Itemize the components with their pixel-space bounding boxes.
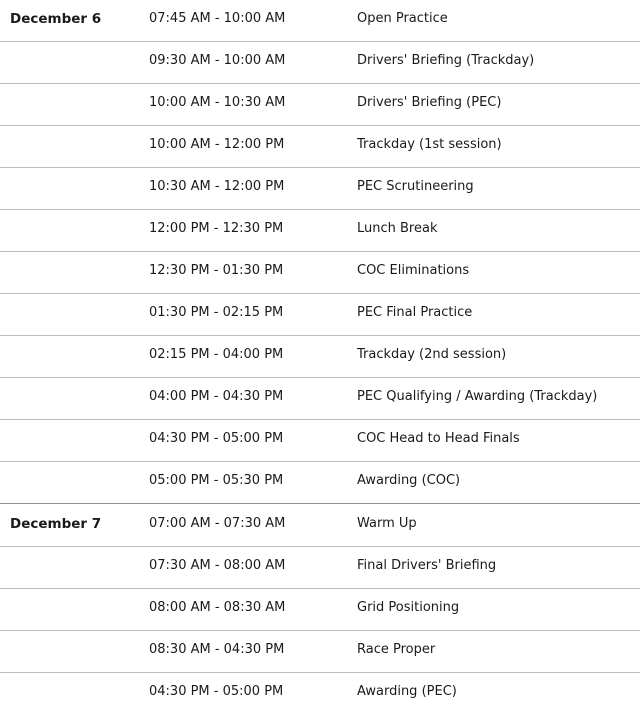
schedule-row (0, 126, 640, 168)
event-cell: Final Drivers' Briefing (357, 558, 497, 573)
event-cell: Awarding (PEC) (357, 684, 457, 699)
time-cell: 05:00 PM - 05:30 PM (149, 473, 284, 488)
time-cell: 07:00 AM - 07:30 AM (149, 516, 286, 531)
schedule-row (0, 631, 640, 673)
event-cell: Drivers' Briefing (PEC) (357, 95, 502, 110)
schedule-row (0, 42, 640, 84)
time-cell: 09:30 AM - 10:00 AM (149, 53, 286, 68)
schedule-row (0, 589, 640, 631)
time-cell: 07:45 AM - 10:00 AM (149, 11, 286, 26)
event-cell: Trackday (1st session) (357, 137, 502, 152)
schedule-row (0, 673, 640, 715)
time-cell: 10:00 AM - 12:00 PM (149, 137, 285, 152)
schedule-row (0, 210, 640, 252)
date-cell: December 7 (10, 516, 102, 532)
time-cell: 08:00 AM - 08:30 AM (149, 600, 286, 615)
time-cell: 10:00 AM - 10:30 AM (149, 95, 286, 110)
schedule-row (0, 0, 640, 42)
schedule-row (0, 505, 640, 547)
time-cell: 07:30 AM - 08:00 AM (149, 558, 286, 573)
event-cell: Lunch Break (357, 221, 438, 236)
date-cell: December 6 (10, 11, 102, 27)
time-cell: 04:30 PM - 05:00 PM (149, 684, 284, 699)
time-cell: 10:30 AM - 12:00 PM (149, 179, 285, 194)
schedule-row (0, 547, 640, 589)
schedule-row (0, 378, 640, 420)
time-cell: 04:30 PM - 05:00 PM (149, 431, 284, 446)
time-cell: 12:30 PM - 01:30 PM (149, 263, 284, 278)
event-cell: Warm Up (357, 516, 417, 531)
schedule-row (0, 420, 640, 462)
time-cell: 08:30 AM - 04:30 PM (149, 642, 285, 657)
event-cell: PEC Scrutineering (357, 179, 474, 194)
schedule-row (0, 168, 640, 210)
event-cell: COC Head to Head Finals (357, 431, 520, 446)
event-cell: Drivers' Briefing (Trackday) (357, 53, 535, 68)
time-cell: 04:00 PM - 04:30 PM (149, 389, 284, 404)
event-cell: Open Practice (357, 11, 448, 26)
schedule-row (0, 294, 640, 336)
event-cell: PEC Qualifying / Awarding (Trackday) (357, 389, 598, 404)
time-cell: 02:15 PM - 04:00 PM (149, 347, 284, 362)
schedule-row (0, 84, 640, 126)
schedule-row (0, 252, 640, 294)
event-cell: PEC Final Practice (357, 305, 473, 320)
schedule-row (0, 336, 640, 378)
event-cell: Awarding (COC) (357, 473, 461, 488)
event-cell: Race Proper (357, 642, 436, 657)
time-cell: 01:30 PM - 02:15 PM (149, 305, 284, 320)
time-cell: 12:00 PM - 12:30 PM (149, 221, 284, 236)
schedule-row (0, 462, 640, 504)
event-cell: Trackday (2nd session) (357, 347, 507, 362)
event-cell: Grid Positioning (357, 600, 460, 615)
event-cell: COC Eliminations (357, 263, 470, 278)
